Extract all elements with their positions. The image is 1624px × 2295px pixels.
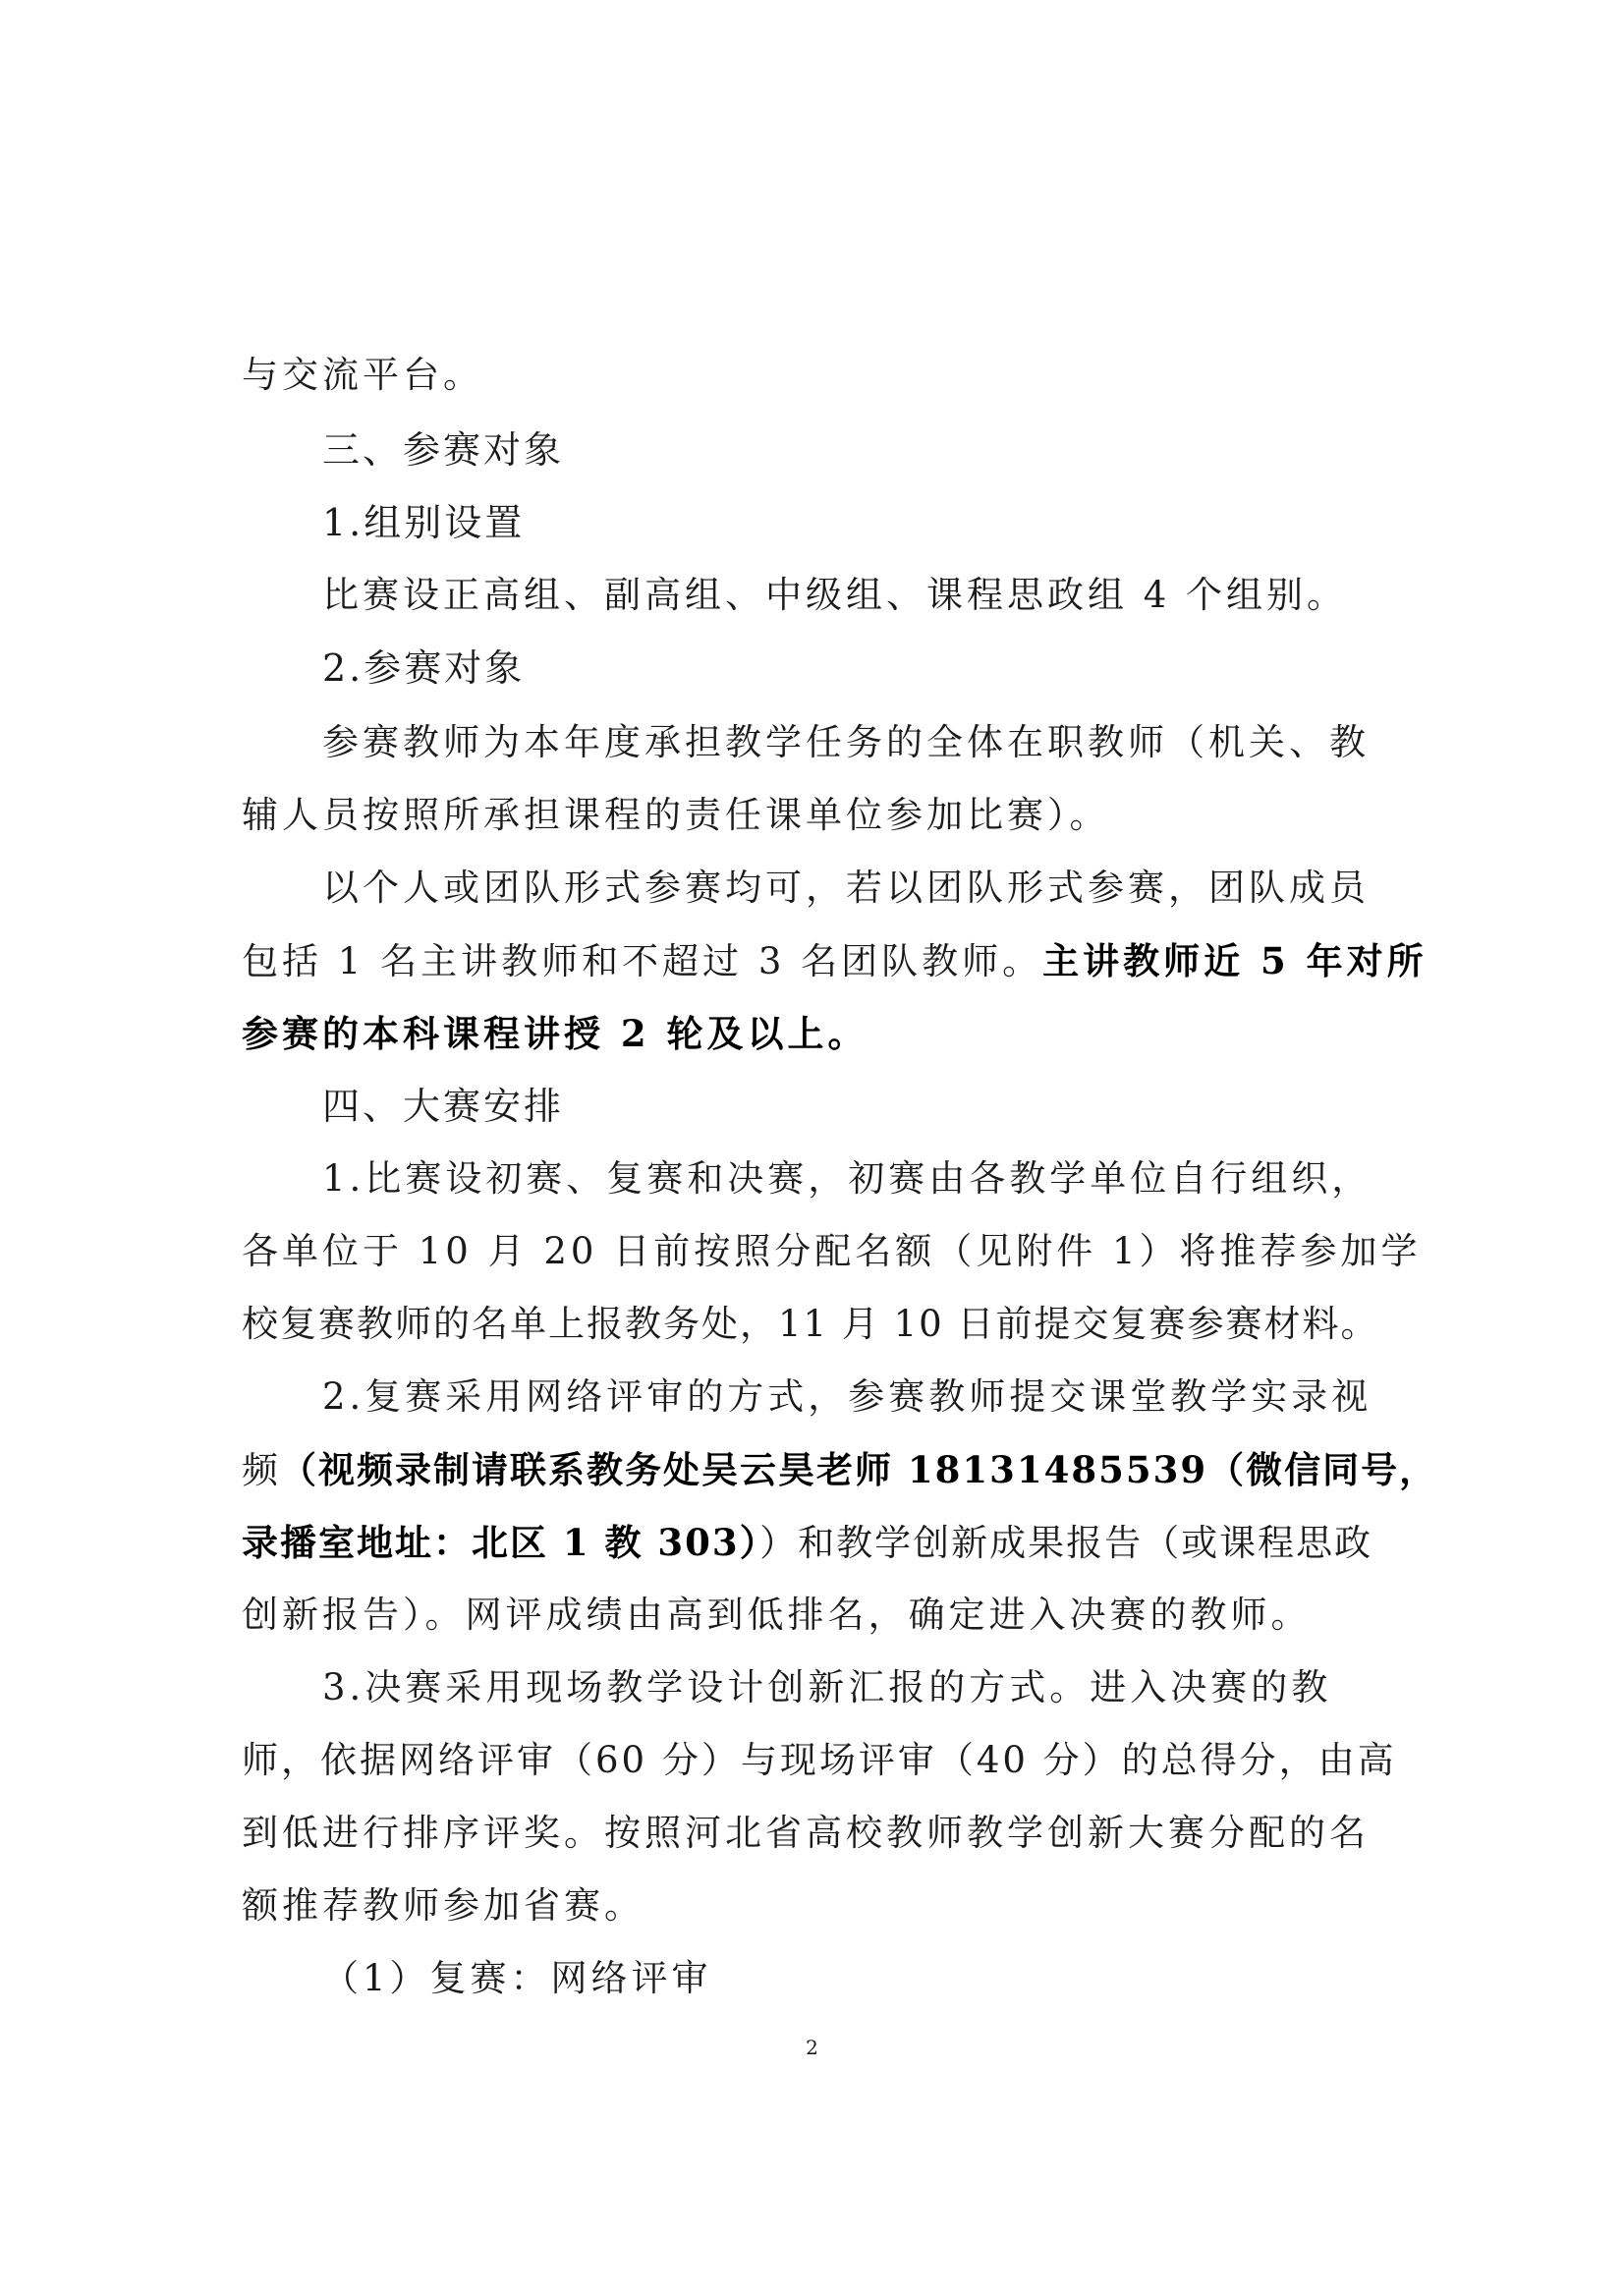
text-segment: 频 <box>242 1449 280 1491</box>
subheading-participants <box>322 648 1470 688</box>
bold-text-segment: （视频录制请联系教务处吴云昊老师 18131485539（微信同号， <box>280 1448 1438 1491</box>
paragraph-line <box>242 1523 1389 1563</box>
paragraph-line <box>322 723 1470 762</box>
subheading-group-settings <box>322 503 1470 542</box>
text-segment: 2.复赛采用网络评审的方式，参赛教师提交课堂教学实录视 <box>322 1375 1372 1418</box>
text-segment: 1.比赛设初赛、复赛和决赛，初赛由各教学单位自行组织， <box>322 1157 1372 1200</box>
paragraph-line <box>322 1159 1470 1199</box>
text-segment: 包括 1 名主讲教师和不超过 3 名团队教师。 <box>242 940 1043 982</box>
paragraph-line <box>322 1377 1470 1417</box>
paragraph-line <box>322 1668 1470 1707</box>
text-segment: 各单位于 10 月 20 日前按照分配名额（见附件 1）将推荐参加学 <box>242 1230 1422 1272</box>
paragraph-line <box>322 1959 1470 1998</box>
text-segment: 2.参赛对象 <box>322 646 526 690</box>
text-segment: （1）复赛：网络评审 <box>322 1957 712 1999</box>
text-segment: 比赛设正高组、副高组、中级组、课程思政组 4 个组别。 <box>322 574 1348 616</box>
paragraph-line <box>322 868 1470 908</box>
bold-text-segment: 参赛的本科课程讲授 2 轮及以上。 <box>242 1012 868 1055</box>
paragraph-line <box>242 1305 1389 1344</box>
paragraph-line <box>242 1886 1389 1926</box>
bold-text-segment: 录播室地址：北区 1 教 303） <box>242 1521 760 1564</box>
paragraph-line <box>242 1595 1389 1635</box>
text-segment: 额推荐教师参加省赛。 <box>242 1884 644 1927</box>
text-segment: 辅人员按照所承担课程的责任课单位参加比赛）。 <box>242 794 1110 836</box>
text-segment: 参赛教师为本年度承担教学任务的全体在职教师（机关、教 <box>322 721 1370 763</box>
paragraph-line <box>242 1230 1422 1272</box>
text-segment: 创新报告）。网评成绩由高到低排名，确定进入决赛的教师。 <box>242 1594 1312 1636</box>
text-segment: ）和教学创新成果报告（或课程思政 <box>759 1522 1373 1564</box>
bold-text-segment: 主讲教师近 5 年对所 <box>1042 939 1428 982</box>
paragraph-line <box>242 796 1389 835</box>
paragraph-line <box>242 356 1389 395</box>
section-heading-arrangement <box>322 1087 1470 1126</box>
text-segment: 与交流平台。 <box>242 354 483 396</box>
page-number: 2 <box>806 2036 818 2059</box>
section-heading-participants <box>322 430 1470 470</box>
paragraph-line <box>322 576 1470 615</box>
text-segment: 三、参赛对象 <box>322 428 565 472</box>
text-segment: 以个人或团队形式参赛均可，若以团队形式参赛，团队成员 <box>322 867 1370 909</box>
text-segment: 1.组别设置 <box>322 501 526 544</box>
text-segment: 到低进行排序评奖。按照河北省高校教师教学创新大赛分配的名 <box>242 1812 1370 1854</box>
paragraph-line <box>242 1014 1389 1053</box>
text-segment: 四、大赛安排 <box>322 1085 565 1128</box>
text-segment: 师，依据网络评审（60 分）与现场评审（40 分）的总得分，由高 <box>242 1739 1397 1781</box>
text-segment: 3.决赛采用现场教学设计创新汇报的方式。进入决赛的教 <box>322 1666 1332 1708</box>
text-segment: 校复赛教师的名单上报教务处，11 月 10 日前提交复赛参赛材料。 <box>242 1303 1379 1345</box>
paragraph-line <box>242 1739 1397 1781</box>
paragraph-line <box>242 939 1428 982</box>
paragraph-line <box>242 1814 1389 1853</box>
paragraph-line <box>242 1448 1438 1491</box>
